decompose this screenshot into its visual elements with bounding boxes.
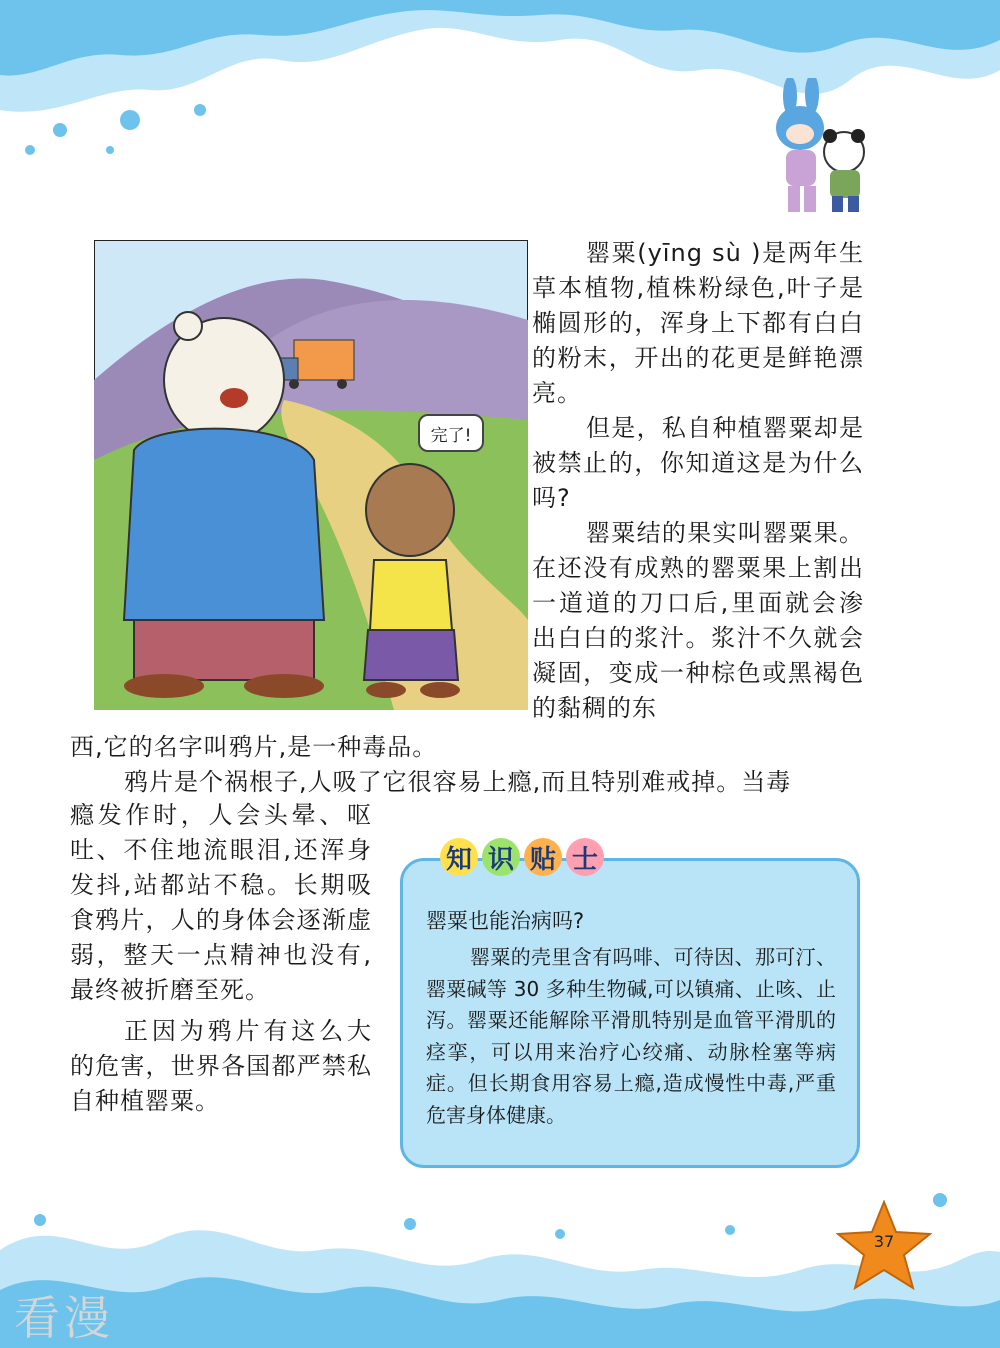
article-paragraph: 但是，私自种植罂粟却是被禁止的，你知道这是为什么吗?: [532, 414, 864, 512]
tip-title-char: 士: [566, 838, 604, 876]
tip-title-char: 知: [440, 838, 478, 876]
article-paragraph: 瘾发作时，人会头晕、呕吐、不住地流眼泪,还浑身发抖,站都站不稳。长期吸食鸦片，人的身体会逐渐虚弱，整天一点精神也没有,最终被折磨至死。: [70, 801, 372, 1004]
rabbit-panda-mascot-icon: [760, 78, 872, 218]
article-paragraph: 正因为鸦片有这么大的危害，世界各国都严禁私自种植罂粟。: [70, 1017, 372, 1115]
speech-bubble-text: 完了!: [430, 425, 472, 446]
tip-title-char: 识: [482, 838, 520, 876]
article-right-column: [532, 236, 864, 726]
article-left-column: [70, 798, 372, 1119]
comic-illustration: [94, 240, 528, 710]
tip-body: [426, 942, 836, 1131]
tip-body-text: 罂粟的壳里含有吗啡、可待因、那可汀、罂粟碱等 30 多种生物碱,可以镇痛、止咳、止泻。罂粟还能解除平滑肌特别是血管平滑肌的痉挛，可以用来治疗心绞痛、动脉栓塞等病症。但长期食用容易上瘾,造成慢性中毒,严重危害身体健康。: [426, 945, 836, 1127]
speech-bubble: [418, 414, 484, 452]
tip-question: 罂粟也能治病吗?: [426, 909, 585, 933]
article-continuation: 西,它的名字叫鸦片,是一种毒品。: [70, 733, 438, 761]
article-paragraph: 罂粟(yīng sù )是两年生草本植物,植株粉绿色,叶子是椭圆形的，浑身上下都有白白的粉末，开出的花更是鲜艳漂亮。: [532, 239, 864, 407]
article-paragraph: 罂粟结的果实叫罂粟果。在还没有成熟的罂粟果上割出一道道的刀口后,里面就会渗出白白的浆汁。浆汁不久就会凝固，变成一种棕色或黑褐色的黏稠的东: [532, 519, 864, 722]
watermark: 看漫: [14, 1291, 114, 1345]
tip-title-char: 贴: [524, 838, 562, 876]
knowledge-tip-title: [440, 838, 604, 876]
article-paragraph: 鸦片是个祸根子,人吸了它很容易上瘾,而且特别难戒掉。当毒: [124, 768, 792, 796]
page-number: 37: [873, 1232, 895, 1251]
